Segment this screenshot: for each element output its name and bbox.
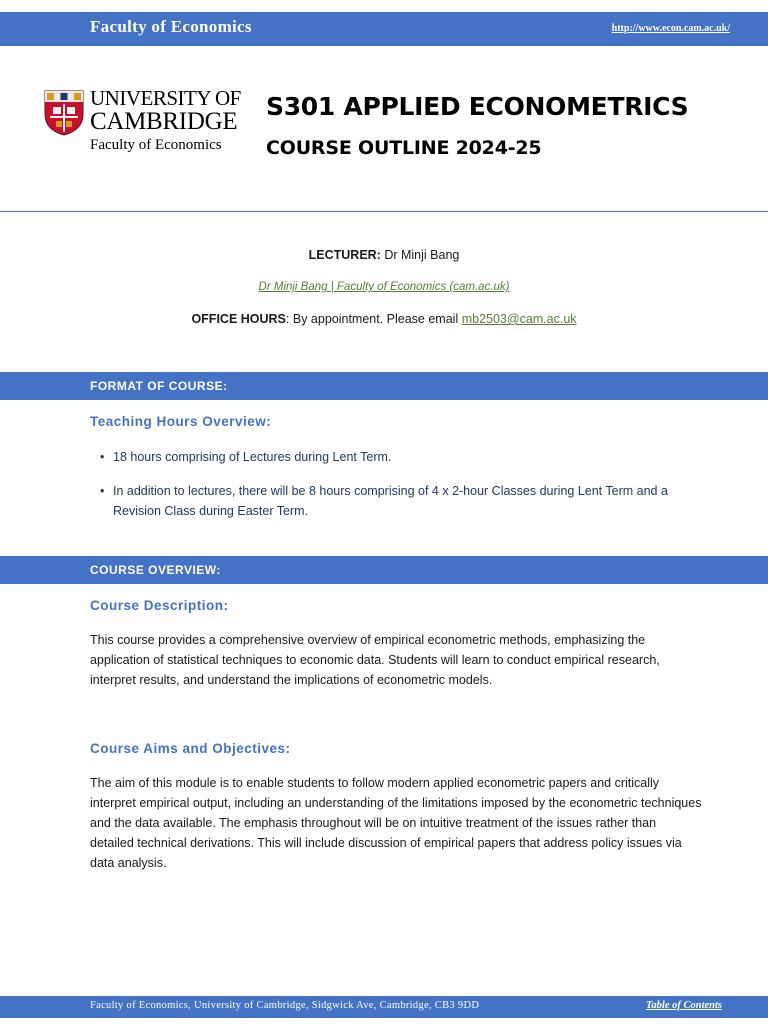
cambridge-shield-icon	[44, 90, 84, 136]
course-aims-heading: Course Aims and Objectives:	[90, 741, 291, 756]
course-aims-text: The aim of this module is to enable students to follow modern applied econometric papers and critically interpret empirical output, including an understanding of the limitations imposed by the econometric techniques and the data available. The emphasis throughout will be on intuitive treatment of the issues rather than detailed technical derivations. This will include discussion of empirical papers that address policy issues via data analysis.	[90, 776, 702, 870]
office-hours-text: : By appointment. Please email	[285, 312, 462, 326]
course-subtitle: COURSE OUTLINE 2024-25	[266, 137, 542, 159]
format-heading: FORMAT OF COURSE:	[90, 379, 228, 393]
table-of-contents-link[interactable]: Table of Contents	[645, 1000, 722, 1011]
wordmark-line3: Faculty of Economics	[90, 137, 222, 153]
course-title: S301 APPLIED ECONOMETRICS	[266, 92, 689, 121]
bullet-text: In addition to lectures, there will be 8 hours comprising of 4 x 2-hour Classes during Lent Term and a Revision Class during Easter Term.	[113, 484, 668, 518]
course-description-heading: Course Description:	[90, 598, 229, 613]
bullet-text: 18 hours comprising of Lectures during Lent Term.	[113, 450, 392, 464]
teaching-hours-heading: Teaching Hours Overview:	[90, 414, 272, 429]
footer-address: Faculty of Economics, University of Cambridge, Sidgwick Ave, Cambridge, CB3 9DD	[90, 1000, 480, 1011]
lecturer-label: LECTURER:	[308, 248, 381, 262]
header-url-link[interactable]: http://www.econ.cam.ac.uk/	[611, 23, 730, 34]
lecturer-name: Dr Minji Bang	[384, 248, 460, 262]
course-description-text: This course provides a comprehensive overview of empirical econometric methods, emphasizing the application of statistical techniques to economic data. Students will learn to conduct empirical research, interpret results, and understand the implications of econometric models.	[90, 633, 660, 687]
email-link[interactable]: mb2503@cam.ac.uk	[461, 312, 577, 326]
university-wordmark	[90, 88, 241, 154]
section-bar-format	[0, 372, 768, 400]
office-hours-label: OFFICE HOURS	[191, 312, 286, 326]
bullet-icon: •	[100, 484, 105, 498]
lecturer-profile-link[interactable]: Dr Minji Bang | Faculty of Economics (cam.ac.uk)	[258, 281, 510, 293]
university-logo	[44, 88, 259, 158]
office-hours-line	[0, 312, 768, 326]
section-bar-overview	[0, 556, 768, 584]
list-item	[100, 481, 690, 521]
lecturer-line	[0, 248, 768, 262]
overview-heading: COURSE OVERVIEW:	[90, 563, 221, 577]
header-faculty-title: Faculty of Economics	[90, 17, 252, 36]
list-item	[100, 447, 690, 467]
wordmark-line2: CAMBRIDGE	[90, 108, 238, 135]
bullet-icon: •	[100, 450, 105, 464]
header-bar	[0, 12, 768, 46]
header-divider	[0, 211, 768, 212]
wordmark-line1: UNIVERSITY OF	[90, 86, 241, 110]
footer-bar	[0, 996, 768, 1018]
